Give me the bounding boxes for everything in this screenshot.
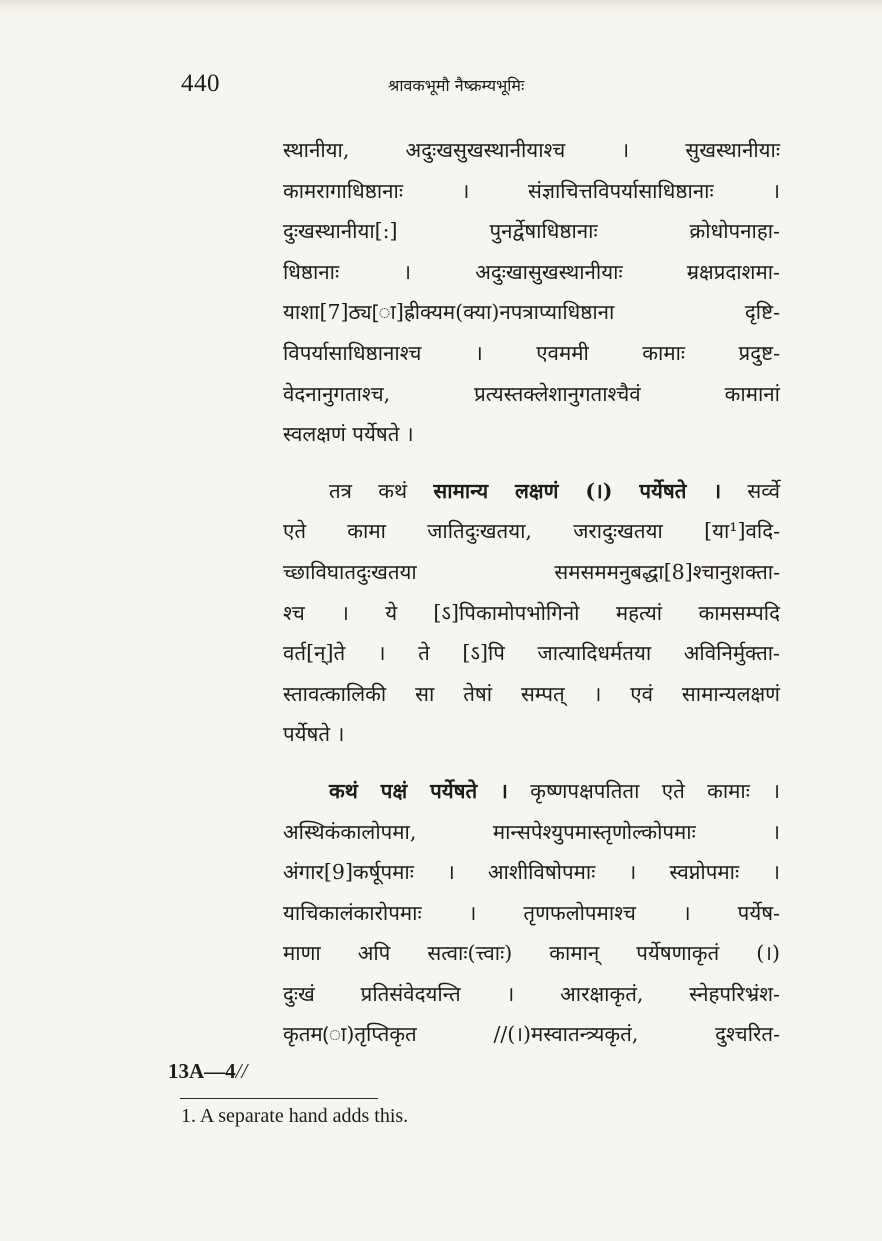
text-line: वेदनानुगताश्च, प्रत्यस्तक्लेशानुगताश्चैवं कामानां	[283, 381, 780, 406]
section-heading: कथं पक्षं पर्येषते ।	[329, 778, 508, 803]
text-line: दुःखस्थानीया[:] पुनर्द्वेषाधिष्ठानाः क्रोधोपनाहा-	[283, 219, 780, 244]
text-line: दुःखं प्रतिसंवेदयन्ति । आरक्षाकृतं, स्नेहपरिभ्रंश-	[283, 981, 780, 1006]
text-line	[283, 771, 780, 812]
scan-edge	[0, 0, 882, 12]
text-line: धिष्ठानाः । अदुःखासुखस्थानीयाः म्रक्षप्रदाशमा-	[283, 259, 780, 284]
page-number: 440	[181, 70, 220, 97]
line-lead: तत्र कथं	[329, 478, 434, 503]
paragraph	[283, 130, 780, 455]
line-tail: कृष्णपक्षपतिता एते कामाः ।	[507, 778, 780, 803]
signature-text: 13A—4	[168, 1059, 236, 1083]
text-line: कामरागाधिष्ठानाः । संज्ञाचित्तविपर्यासाधिष्ठानाः ।	[283, 178, 780, 203]
text-line: एते कामा जातिदुःखतया, जरादुःखतया [या¹]वदि-	[283, 519, 780, 544]
text-line: पर्येषते ।	[283, 722, 345, 747]
text-line: अंगार[9]कर्षूपमाः । आशीविषोपमाः । स्वप्नोपमाः ।	[283, 860, 780, 885]
text-line: विपर्यासाधिष्ठानाश्च । एवममी कामाः प्रदुष्ट-	[283, 340, 780, 365]
running-head: श्रावकभूमौ नैष्क्रम्यभूमिः	[388, 76, 525, 95]
paragraph	[283, 771, 780, 1055]
text-line: याचिकालंकारोपमाः । तृणफलोपमाश्च । पर्येष-	[283, 900, 780, 925]
footnote-rule	[180, 1098, 378, 1099]
footnote: 1. A separate hand adds this.	[181, 1105, 409, 1127]
signature-mark	[168, 1059, 247, 1084]
text-line: अस्थिकंकालोपमा, मान्सपेश्युपमास्तृणोल्कोपमाः ।	[283, 819, 780, 844]
text-line: स्तावत्कालिकी सा तेषां सम्पत् । एवं सामान्यलक्षणं	[283, 681, 780, 706]
text-line: याशा[7]ठ्य[ा]ह्रीक्यम(क्या)नपत्राप्याधिष्ठाना दृष्टि-	[283, 300, 780, 325]
line-tail: सर्व्वे	[721, 478, 780, 503]
text-line: कृतम(ा)तृप्तिकृत //(।)मस्वातन्त्र्यकृतं, दुश्चरित-	[283, 1022, 780, 1047]
text-line	[283, 471, 780, 512]
text-line: वर्त[न्]ते । ते [ऽ]पि जात्यादिधर्मतया अविनिर्मुक्ता-	[283, 641, 780, 666]
text-line: माणा अपि सत्वाः(त्त्वाः) कामान् पर्येषणाकृतं (।)	[283, 941, 780, 966]
body-text	[283, 130, 780, 1055]
paragraph	[283, 471, 780, 755]
signature-slashes: //	[235, 1059, 248, 1083]
text-line: श्च । ये [ऽ]पिकामोपभोगिनो महत्यां कामसम्पदि	[283, 600, 780, 625]
section-heading: सामान्य लक्षणं (।) पर्येषते ।	[433, 478, 722, 503]
text-line: स्वलक्षणं पर्येषते ।	[283, 422, 414, 447]
text-line: स्थानीया, अदुःखसुखस्थानीयाश्च । सुखस्थानीयाः	[283, 138, 780, 162]
text-line: च्छाविघातदुःखतया समसममनुबद्धा[8]श्चानुशक्ता-	[283, 559, 780, 584]
